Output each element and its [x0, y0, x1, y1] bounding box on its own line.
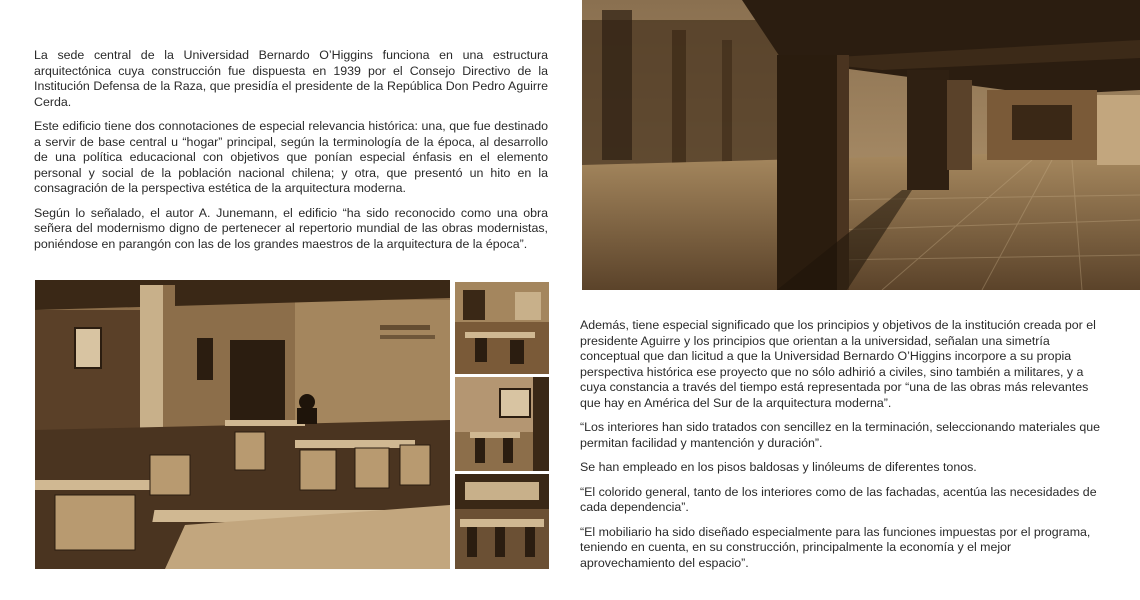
right-text-column [580, 318, 1105, 580]
quote-paragraph: “El mobiliario ha sido diseñado especialmente para las funciones impuestas por el programa, teniendo en cuenta, en su construcción, principalmente la economía y el mejor aprovechamiento del espacio”. [580, 524, 1091, 570]
thumbnail-photo-1 [455, 282, 549, 374]
thumbnail-photo-2 [455, 377, 549, 471]
paragraph: Según lo señalado, el autor A. Junemann, el edificio “ha sido reconocido como una obra señera del modernismo digno de pertenecer al repertorio mundial de las obras modernistas, poniéndose en parangón con las de los grandes maestros de la arquitectura de la época”. [34, 205, 548, 251]
interior-hall-photo [35, 280, 450, 569]
quote-paragraph: “El colorido general, tanto de los interiores como de las fachadas, acentúa las necesidades de cada dependencia”. [580, 484, 1097, 514]
paragraph: Además, tiene especial significado que los principios y objetivos de la institución creada por el presidente Aguirre y los principios que orientan a la universidad, señalan una simetría conceptual que dan licitud a que la Universidad Bernardo O’Higgins incorpore a su propia perspectiva histórica ese proyecto que no sólo adhirió a civiles, sino también a militares, y a cuya constancia a través del tiempo está representada por “una de las obras más relevantes que hay en América del Sur de la arquitectura moderna”. [580, 318, 1096, 410]
left-text-column [34, 48, 548, 261]
paragraph: Este edificio tiene dos connotaciones de especial relevancia histórica: una, que fue destinado a servir de base central u “hogar” principal, según la terminología de la época, al desarrollo de una política educacional con objetivos que ponían especial énfasis en el elemento personal y social de la población nacional chilena; y otra, que presentó un hito en la consagración de la perspectiva estética de la arquitectura moderna. [34, 119, 548, 195]
paragraph: Se han empleado en los pisos baldosas y linóleums de diferentes tonos. [580, 460, 977, 474]
corridor-photo [582, 0, 1140, 290]
quote-paragraph: “Los interiores han sido tratados con sencillez en la terminación, seleccionando materiales que permitan facilidad y mantención y duración”. [580, 420, 1101, 450]
thumbnail-photo-3 [455, 474, 549, 569]
paragraph: La sede central de la Universidad Bernardo O’Higgins funciona en una estructura arquitectónica cuya construcción fue dispuesta en 1939 por el Consejo Directivo de la Institución Defensa de la Raza, que presidía el presidente de la República Don Pedro Aguirre Cerda. [34, 48, 548, 109]
